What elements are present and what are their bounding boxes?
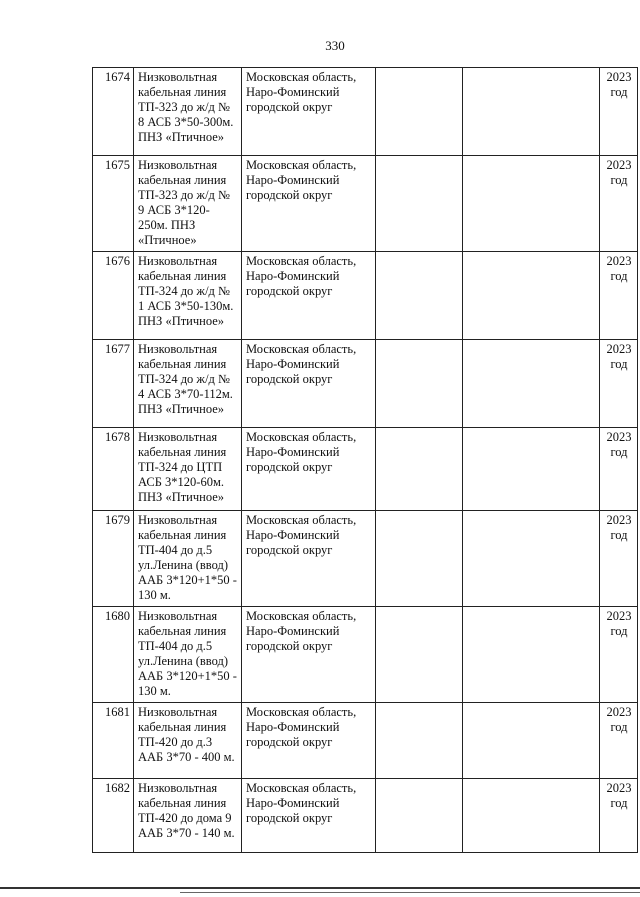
empty-cell	[376, 68, 463, 156]
year-cell: 2023 год	[600, 703, 638, 779]
object-name-cell: Низковольтная кабельная линия ТП-324 до ж/д № 1 АСБ 3*50-130м. ПНЗ «Птичное»	[134, 252, 242, 340]
table-row	[93, 607, 638, 703]
table-row	[93, 779, 638, 853]
table-row	[93, 68, 638, 156]
row-number-cell: 1680	[93, 607, 134, 703]
location-cell: Московская область, Наро-Фоминский городской округ	[242, 607, 376, 703]
location-cell: Московская область, Наро-Фоминский городской округ	[242, 156, 376, 252]
empty-cell	[463, 511, 600, 607]
empty-cell	[463, 607, 600, 703]
table-row	[93, 511, 638, 607]
row-number-cell: 1674	[93, 68, 134, 156]
empty-cell	[463, 779, 600, 853]
object-name-cell: Низковольтная кабельная линия ТП-324 до ЦТП АСБ 3*120-60м. ПНЗ «Птичное»	[134, 428, 242, 511]
empty-cell	[463, 428, 600, 511]
object-name-cell: Низковольтная кабельная линия ТП-420 до д.3 ААБ 3*70 - 400 м.	[134, 703, 242, 779]
year-cell: 2023 год	[600, 340, 638, 428]
year-cell: 2023 год	[600, 68, 638, 156]
registry-table	[92, 67, 638, 853]
empty-cell	[463, 252, 600, 340]
row-number-cell: 1675	[93, 156, 134, 252]
year-cell: 2023 год	[600, 156, 638, 252]
empty-cell	[463, 703, 600, 779]
empty-cell	[376, 340, 463, 428]
object-name-cell: Низковольтная кабельная линия ТП-323 до ж/д № 9 АСБ 3*120-250м. ПНЗ «Птичное»	[134, 156, 242, 252]
empty-cell	[376, 703, 463, 779]
empty-cell	[376, 156, 463, 252]
row-number-cell: 1682	[93, 779, 134, 853]
empty-cell	[376, 511, 463, 607]
empty-cell	[376, 607, 463, 703]
location-cell: Московская область, Наро-Фоминский городской округ	[242, 252, 376, 340]
row-number-cell: 1677	[93, 340, 134, 428]
bottom-rule-secondary	[180, 892, 640, 893]
location-cell: Московская область, Наро-Фоминский городской округ	[242, 68, 376, 156]
location-cell: Московская область, Наро-Фоминский городской округ	[242, 703, 376, 779]
empty-cell	[463, 156, 600, 252]
empty-cell	[463, 340, 600, 428]
object-name-cell: Низковольтная кабельная линия ТП-324 до ж/д № 4 АСБ 3*70-112м. ПНЗ «Птичное»	[134, 340, 242, 428]
registry-rows	[93, 68, 638, 853]
bottom-rule	[0, 887, 640, 889]
empty-cell	[376, 252, 463, 340]
year-cell: 2023 год	[600, 607, 638, 703]
empty-cell	[463, 68, 600, 156]
empty-cell	[376, 779, 463, 853]
table-row	[93, 428, 638, 511]
object-name-cell: Низковольтная кабельная линия ТП-323 до ж/д № 8 АСБ 3*50-300м. ПНЗ «Птичное»	[134, 68, 242, 156]
row-number-cell: 1679	[93, 511, 134, 607]
object-name-cell: Низковольтная кабельная линия ТП-404 до д.5 ул.Ленина (ввод) ААБ 3*120+1*50 - 130 м.	[134, 607, 242, 703]
row-number-cell: 1678	[93, 428, 134, 511]
year-cell: 2023 год	[600, 511, 638, 607]
location-cell: Московская область, Наро-Фоминский городской округ	[242, 779, 376, 853]
row-number-cell: 1676	[93, 252, 134, 340]
location-cell: Московская область, Наро-Фоминский городской округ	[242, 340, 376, 428]
table-row	[93, 252, 638, 340]
location-cell: Московская область, Наро-Фоминский городской округ	[242, 511, 376, 607]
row-number-cell: 1681	[93, 703, 134, 779]
object-name-cell: Низковольтная кабельная линия ТП-420 до дома 9 ААБ 3*70 - 140 м.	[134, 779, 242, 853]
empty-cell	[376, 428, 463, 511]
page-number: 330	[325, 38, 345, 53]
year-cell: 2023 год	[600, 252, 638, 340]
location-cell: Московская область, Наро-Фоминский городской округ	[242, 428, 376, 511]
year-cell: 2023 год	[600, 428, 638, 511]
object-name-cell: Низковольтная кабельная линия ТП-404 до д.5 ул.Ленина (ввод) ААБ 3*120+1*50 - 130 м.	[134, 511, 242, 607]
table-row	[93, 703, 638, 779]
table-row	[93, 340, 638, 428]
year-cell: 2023 год	[600, 779, 638, 853]
table-row	[93, 156, 638, 252]
